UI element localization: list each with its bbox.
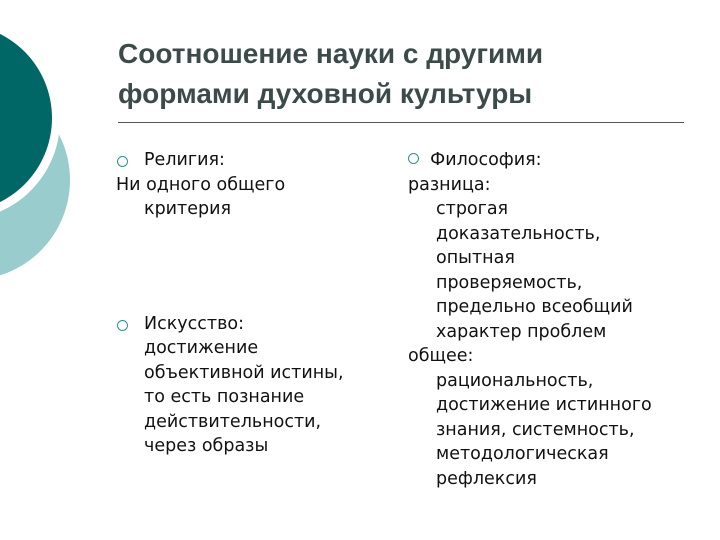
common-line-5: рефлексия [436, 468, 537, 489]
art-line-1: достижение [144, 338, 259, 358]
religion-heading-row [116, 148, 386, 173]
common-line-3: знания, системность, [436, 419, 635, 440]
common-line-4: методологическая [436, 444, 609, 464]
difference-line-1: строгая [436, 199, 509, 219]
slide-title-line-2: формами духовной культуры [118, 78, 533, 109]
left-column [116, 148, 386, 459]
religion-heading: Религия: [144, 150, 225, 170]
common-line-2: достижение истинного [436, 395, 652, 415]
difference-line-6: характер проблем [436, 321, 607, 342]
philosophy-heading: Философия: [430, 150, 542, 170]
art-line-4: действительности, [144, 411, 322, 432]
slide-title-line-1: Соотношение науки с другими [118, 38, 544, 69]
difference-line-5: предельно всеобщий [436, 297, 633, 317]
bullet-icon [117, 320, 128, 331]
title-divider [118, 122, 684, 123]
common-line-1: рациональность, [436, 370, 594, 391]
decorative-circles [0, 0, 120, 300]
slide-title [118, 34, 698, 114]
art-heading: Искусство: [144, 313, 244, 334]
art-heading-row [116, 312, 386, 337]
religion-line-2: критерия [144, 199, 232, 219]
difference-line-2: доказательность, [436, 223, 601, 244]
common-label: общее: [408, 346, 474, 366]
religion-line-1: Ни одного общего [116, 174, 286, 195]
difference-label: разница: [408, 174, 491, 195]
spacer [116, 222, 386, 312]
bullet-icon [408, 153, 419, 164]
difference-line-4: проверяемость, [436, 272, 583, 293]
art-line-2: объективной истины, [144, 362, 344, 383]
philosophy-heading-row [408, 148, 708, 173]
bullet-icon [117, 156, 128, 167]
right-column [408, 148, 708, 491]
difference-line-3: опытная [436, 248, 515, 268]
art-line-5: через образы [144, 436, 269, 456]
art-line-3: то есть познание [144, 387, 305, 407]
